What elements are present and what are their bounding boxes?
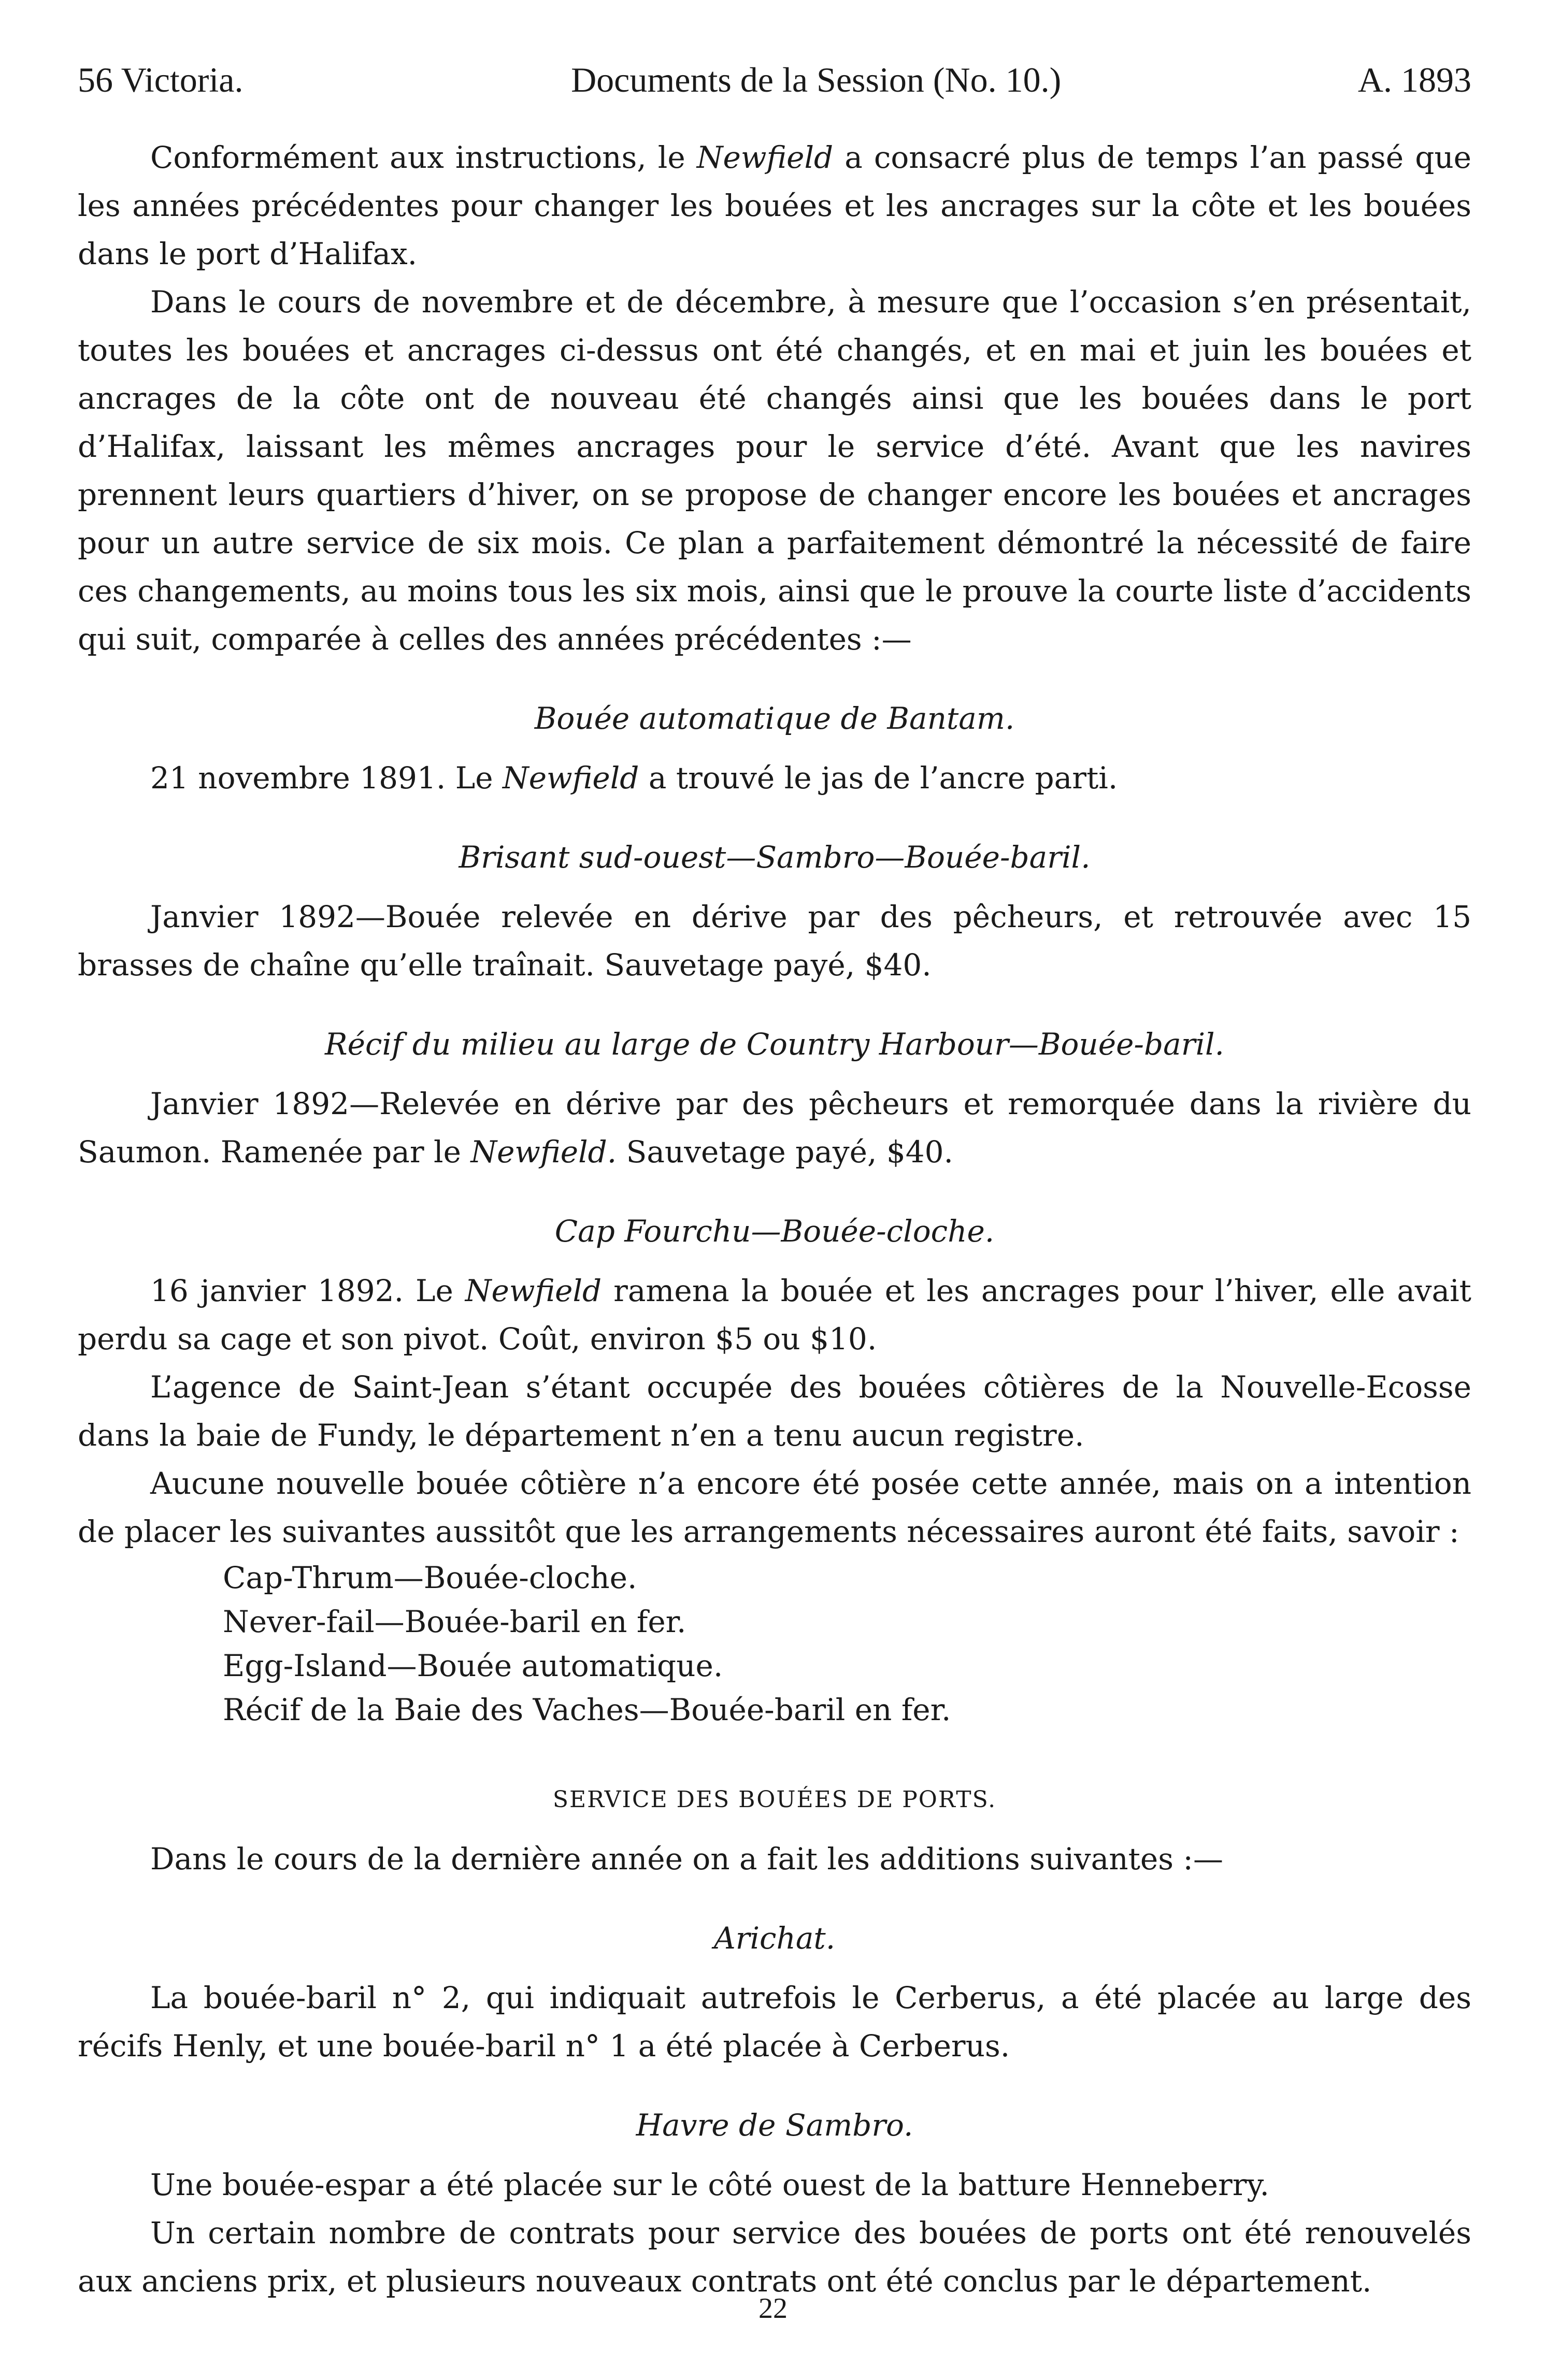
section-title-arichat: Arichat. — [713, 1921, 836, 1956]
list-item: Récif de la Baie des Vaches—Bouée-baril en fer. — [223, 1692, 951, 1727]
section-title-havre-de-sambro: Havre de Sambro. — [636, 2108, 913, 2143]
text-run: a trouvé le jas de l’ancre parti. — [639, 760, 1118, 796]
section-title-country-harbour: Récif du milieu au large de Country Harbour—Bouée-baril. — [325, 1027, 1224, 1062]
saint-jean-paragraph: L’agence de Saint-Jean s’étant occupée des bouées côtières de la Nouvelle-Ecosse dans la baie de Fundy, le département n’en a tenu aucun registre. — [78, 1369, 1471, 1453]
text-run: Janvier 1892—Relevée en dérive par des pêcheurs et remorquée dans la rivière du Saumon. Ramenée par le — [78, 1086, 1471, 1170]
header-volume: 56 Victoria. — [78, 60, 244, 99]
ship-name: Newfield — [502, 760, 639, 796]
list-item: Cap-Thrum—Bouée-cloche. — [223, 1560, 637, 1595]
text-run: Sauvetage payé, $40. — [617, 1134, 953, 1170]
bantam-entry — [78, 754, 1471, 802]
arichat-entry: La bouée-baril n° 2, qui indiquait autrefois le Cerberus, a été placée au large des récifs Henly, et une bouée-baril n° 1 a été placée à Cerberus. — [78, 1980, 1471, 2064]
havre-de-sambro-entry: Une bouée-espar a été placée sur le côté ouest de la batture Henneberry. — [150, 2167, 1269, 2202]
header-title: Documents de la Session (No. 10.) — [571, 60, 1062, 99]
section-title-port-buoys: SERVICE DES BOUÉES DE PORTS. — [552, 1786, 997, 1813]
intro-paragraph-2: Dans le cours de novembre et de décembre, à mesure que l’occasion s’en présentait, toutes les bouées et ancrages ci-dessus ont été changés, et en mai et juin les bouées et ancrages de la côte ont de nouveau été changés ainsi que les bouées dans le port d’Halifax, laissant les mêmes ancrages pour le service d’été. Avant que les navires prennent leurs quartiers d’hiver, on se propose de changer encore les bouées et ancrages pour un autre service de six mois. Ce plan a parfaitement démontré la nécessité de faire ces changements, au moins tous les six mois, ainsi que le prouve la courte liste d’accidents qui suit, comparée à celles des années précédentes :— — [78, 284, 1471, 657]
text-run: 16 janvier 1892. Le — [150, 1273, 465, 1308]
page-number: 22 — [758, 2292, 788, 2325]
section-title-bantam: Bouée automatique de Bantam. — [534, 701, 1015, 736]
contracts-paragraph: Un certain nombre de contrats pour service des bouées de ports ont été renouvelés aux anciens prix, et plusieurs nouveaux contrats ont été conclus par le département. — [78, 2215, 1471, 2299]
section-title-sambro: Brisant sud-ouest—Sambro—Bouée-baril. — [459, 840, 1091, 875]
ship-name: Newfield. — [470, 1134, 617, 1170]
header-year: A. 1893 — [1357, 60, 1471, 99]
ship-name: Newfield — [696, 140, 834, 175]
intro-paragraph-1 — [78, 134, 1471, 278]
text-run: 21 novembre 1891. Le — [150, 760, 503, 796]
text-run: a consacré plus de temps l’an passé que les années précédentes pour changer les bouées et les ancrages sur la côte et les bouées dans le port d’Halifax. — [78, 140, 1471, 271]
port-buoys-intro: Dans le cours de la dernière année on a fait les additions suivantes :— — [150, 1841, 1223, 1877]
section-title-cap-fourchu: Cap Fourchu—Bouée-cloche. — [554, 1214, 995, 1249]
list-item: Never-fail—Bouée-baril en fer. — [223, 1604, 686, 1639]
ship-name: Newfield — [465, 1273, 602, 1308]
text-run: ramena la bouée et les ancrages pour l’hiver, elle avait perdu sa cage et son pivot. Coût, environ $5 ou $10. — [78, 1273, 1471, 1357]
new-buoys-paragraph: Aucune nouvelle bouée côtière n’a encore été posée cette année, mais on a intention de placer les suivantes aussitôt que les arrangements nécessaires auront été faits, savoir : — [78, 1466, 1471, 1549]
country-harbour-entry — [78, 1080, 1471, 1176]
running-header — [78, 62, 1471, 97]
cap-fourchu-entry — [78, 1267, 1471, 1363]
document-page — [78, 62, 1471, 2305]
sambro-entry: Janvier 1892—Bouée relevée en dérive par des pêcheurs, et retrouvée avec 15 brasses de chaîne qu’elle traînait. Sauvetage payé, $40. — [78, 899, 1471, 983]
text-run: Conformément aux instructions, le — [150, 140, 697, 175]
list-item: Egg-Island—Bouée automatique. — [223, 1648, 723, 1683]
planned-buoys-list — [223, 1556, 1471, 1732]
